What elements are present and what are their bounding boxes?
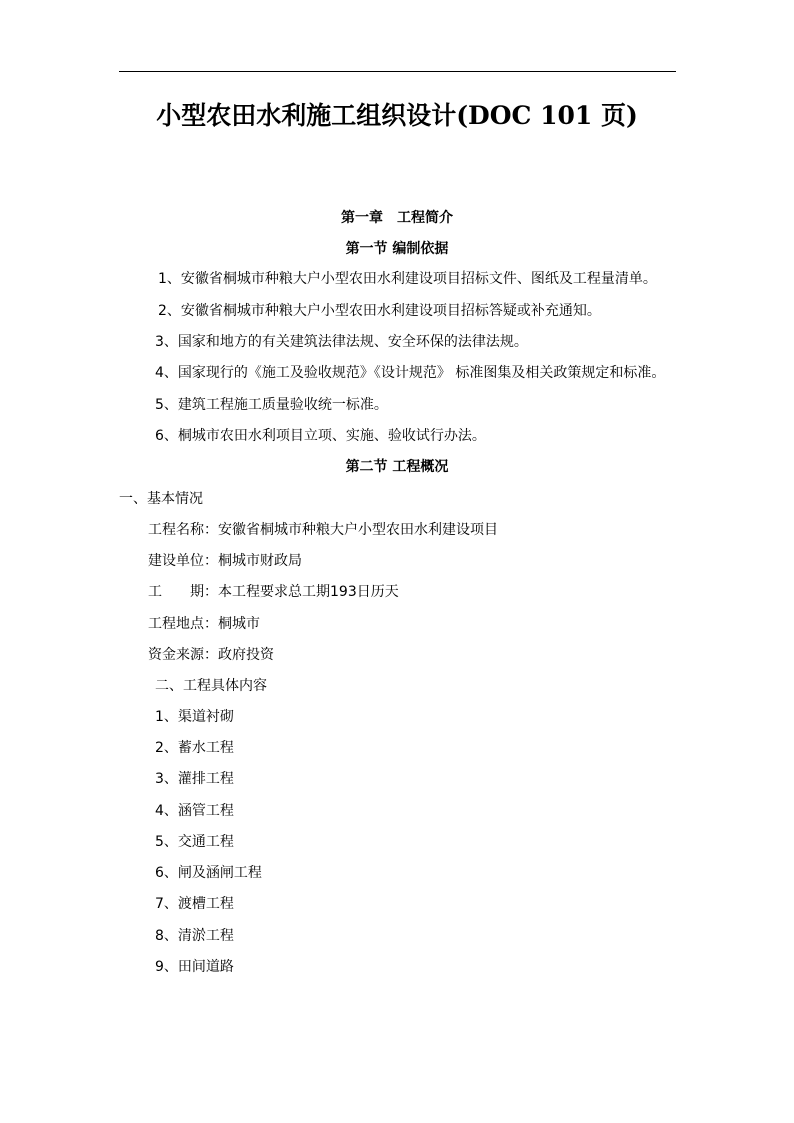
- content-item: 4、涵管工程: [155, 803, 234, 819]
- construction-period: 工 期：本工程要求总工期193日历天: [148, 584, 399, 600]
- project-name: 工程名称：安徽省桐城市种粮大户小型农田水利建设项目: [148, 522, 498, 538]
- content-item: 7、渡槽工程: [155, 896, 234, 912]
- section-heading-basis: 第一节 编制依据: [345, 241, 449, 257]
- content-item: 5、交通工程: [155, 834, 234, 850]
- document-title: 小型农田水利施工组织设计(DOC 101 页): [156, 101, 638, 130]
- basis-item: 5、建筑工程施工质量验收统一标准。: [155, 397, 388, 413]
- content-item: 9、田间道路: [155, 959, 234, 975]
- content-item: 8、清淤工程: [155, 928, 234, 944]
- basic-info-heading: 一、基本情况: [119, 491, 203, 507]
- basis-item: 2、安徽省桐城市种粮大户小型农田水利建设项目招标答疑或补充通知。: [158, 303, 601, 319]
- funding-source: 资金来源：政府投资: [148, 647, 274, 663]
- chapter-heading: 第一章 工程简介: [341, 210, 453, 226]
- basis-item: 3、国家和地方的有关建筑法律法规、安全环保的法律法规。: [155, 334, 528, 350]
- header-rule: [119, 71, 676, 72]
- basis-item: 1、安徽省桐城市种粮大户小型农田水利建设项目招标文件、图纸及工程量清单。: [158, 271, 657, 287]
- section-heading-overview: 第二节 工程概况: [345, 459, 449, 475]
- content-heading: 二、工程具体内容: [155, 678, 267, 694]
- basis-item: 4、国家现行的《施工及验收规范》《设计规范》 标准图集及相关政策规定和标准。: [155, 365, 666, 381]
- content-item: 6、闸及涵闸工程: [155, 865, 262, 881]
- basis-item: 6、桐城市农田水利项目立项、实施、验收试行办法。: [155, 428, 486, 444]
- content-item: 1、渠道衬砌: [155, 709, 234, 725]
- construction-unit: 建设单位：桐城市财政局: [148, 553, 302, 569]
- project-location: 工程地点：桐城市: [148, 616, 260, 632]
- content-item: 3、灌排工程: [155, 771, 234, 787]
- content-item: 2、蓄水工程: [155, 740, 234, 756]
